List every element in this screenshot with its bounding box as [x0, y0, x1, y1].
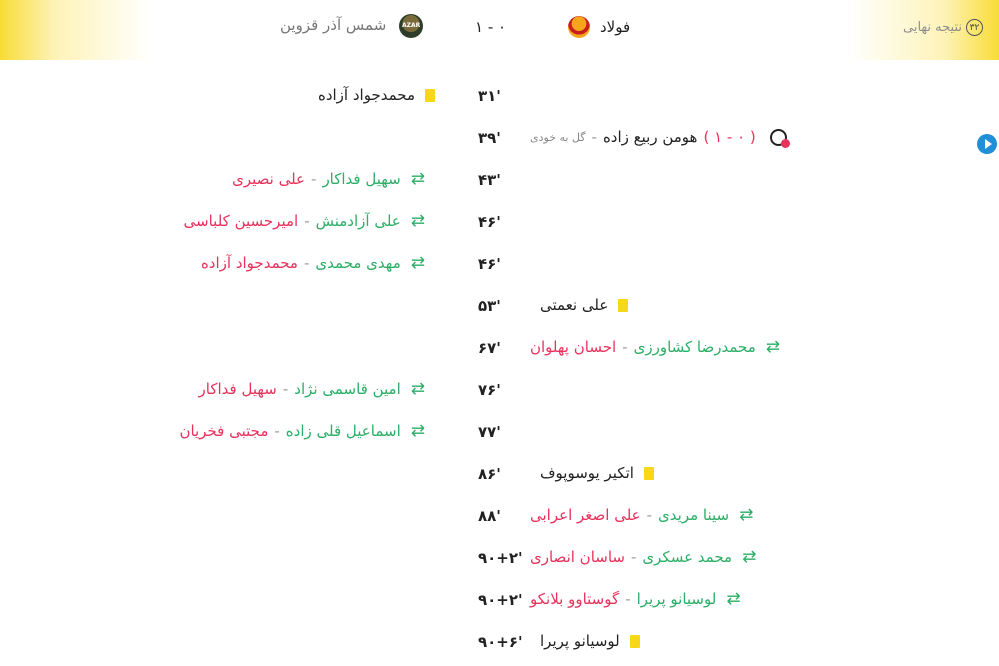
player-in-name[interactable]: محمدرضا کشاورزی: [633, 338, 756, 356]
player-in-name[interactable]: سهیل فداکار: [322, 170, 401, 188]
separator: -: [625, 590, 631, 608]
event-minute: ۷۷': [478, 423, 501, 441]
event-row: [0, 245, 999, 287]
player-in-name[interactable]: مهدی محمدی: [315, 254, 401, 272]
player-in-name[interactable]: سینا مریدی: [658, 506, 730, 524]
separator: -: [303, 254, 310, 272]
away-team-event: [232, 170, 435, 188]
event-minute: ۶۷': [478, 339, 501, 357]
away-team-event: [199, 380, 435, 398]
event-row: [0, 371, 999, 413]
substitution-icon: ⇄: [410, 378, 425, 399]
player-out-name[interactable]: علی نصیری: [232, 170, 306, 188]
player-out-name[interactable]: مجتبی فخریان: [179, 422, 269, 440]
event-row: [0, 539, 999, 581]
yellow-card-icon: [425, 89, 435, 102]
substitution-icon: ⇄: [410, 210, 425, 231]
home-team-event: [530, 128, 795, 146]
away-team-event: [184, 212, 435, 230]
player-out-name[interactable]: امیرحسین کلباسی: [183, 212, 299, 230]
match-score: ۱ - ۰: [475, 18, 507, 36]
separator: -: [646, 506, 653, 524]
player-name[interactable]: علی نعمتی: [540, 296, 609, 314]
separator: -: [274, 422, 280, 440]
event-minute: ۸۶': [478, 465, 501, 483]
home-team-event: [530, 506, 763, 524]
player-out-name[interactable]: محمدجواد آزاده: [200, 254, 298, 272]
away-team-event: [179, 422, 435, 440]
substitution-icon: ⇄: [410, 168, 425, 189]
event-minute: ۴۳': [478, 171, 501, 189]
player-out-name[interactable]: ساسان انصاری: [530, 548, 625, 566]
event-minute: ۹۰+۲': [478, 591, 523, 609]
substitution-icon: ⇄: [726, 588, 741, 609]
event-row: [0, 77, 999, 119]
event-minute: ۹۰+۶': [478, 633, 523, 651]
event-row: [0, 203, 999, 245]
substitution-icon: ⇄: [742, 546, 757, 567]
yellow-card-icon: [644, 467, 654, 480]
separator: -: [622, 338, 628, 356]
player-out-name[interactable]: سهیل فداکار: [198, 380, 277, 398]
separator: -: [282, 380, 289, 398]
home-team-logo-icon: [568, 16, 590, 38]
event-minute: ۸۸': [478, 507, 501, 525]
event-minute: ۳۹': [478, 129, 501, 147]
event-row: [0, 413, 999, 455]
home-team-event: [530, 296, 628, 314]
separator: -: [304, 212, 310, 230]
event-row: [0, 497, 999, 539]
player-in-name[interactable]: اسماعیل قلی زاده: [285, 422, 401, 440]
separator: -: [630, 548, 637, 566]
event-row: [0, 455, 999, 497]
goal-note: گل به خودی: [530, 130, 586, 144]
player-in-name[interactable]: محمد عسکری: [642, 548, 733, 566]
player-name[interactable]: محمدجواد آزاده: [317, 86, 415, 104]
away-team-event: [308, 86, 435, 104]
match-header: [0, 0, 999, 60]
event-row: [0, 581, 999, 623]
player-out-name[interactable]: گوستاوو بلانکو: [530, 590, 620, 608]
player-name[interactable]: هومن ربیع زاده: [602, 128, 698, 146]
event-row: [0, 161, 999, 203]
home-team-name[interactable]: فولاد: [600, 18, 631, 36]
away-team-name[interactable]: شمس آذر قزوین: [280, 16, 387, 34]
player-out-name[interactable]: علی اصغر اعرابی: [530, 506, 641, 524]
event-row: [0, 287, 999, 329]
player-out-name[interactable]: احسان پهلوان: [530, 338, 617, 356]
soccer-ball-icon: [770, 129, 787, 146]
home-team-event: [530, 338, 790, 356]
event-minute: ۵۳': [478, 297, 501, 315]
player-in-name[interactable]: امین قاسمی نژاد: [294, 380, 401, 398]
away-team-event: [201, 254, 435, 272]
event-row: [0, 623, 999, 665]
status-minute-badge: ۳۲: [966, 19, 983, 36]
substitution-icon: ⇄: [410, 252, 425, 273]
event-minute: ۳۱': [478, 87, 501, 105]
status-text: نتیجه نهایی: [903, 20, 962, 35]
player-in-name[interactable]: علی آزادمنش: [315, 212, 401, 230]
yellow-card-icon: [630, 635, 640, 648]
home-team-event: [530, 548, 766, 566]
substitution-icon: ⇄: [765, 336, 780, 357]
event-row: [0, 119, 999, 161]
event-minute: ۹۰+۲': [478, 549, 523, 567]
home-team-event: [530, 632, 640, 650]
away-team-logo-icon: AZAR: [399, 14, 423, 38]
event-row: [0, 329, 999, 371]
home-team-event: [530, 590, 751, 608]
player-in-name[interactable]: لوسیانو پریرا: [636, 590, 717, 608]
separator: -: [591, 128, 597, 146]
event-minute: ۷۶': [478, 381, 501, 399]
home-team-event: [530, 464, 654, 482]
substitution-icon: ⇄: [410, 420, 425, 441]
event-minute: ۴۶': [478, 213, 501, 231]
player-name[interactable]: لوسیانو پریرا: [540, 632, 620, 650]
event-minute: ۴۶': [478, 255, 501, 273]
goal-score: ( ۱ - ۰ ): [703, 128, 756, 146]
separator: -: [311, 170, 317, 188]
yellow-card-icon: [618, 299, 628, 312]
match-status: [903, 19, 983, 36]
substitution-icon: ⇄: [739, 504, 754, 525]
player-name[interactable]: اتکیر یوسوپوف: [540, 464, 634, 482]
